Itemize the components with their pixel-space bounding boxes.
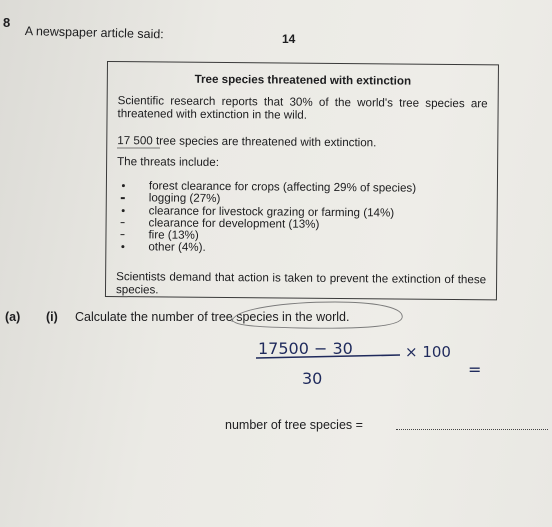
handwritten-equals: = — [468, 360, 482, 379]
threat-item: forest clearance for crops (affecting 29% of species) — [117, 179, 416, 194]
question-number: 8 — [3, 15, 11, 30]
article-paragraph-conclusion: Scientists demand that action is taken to prevent the extinction of these species. — [115, 270, 487, 297]
question-text: Calculate the number of tree species in the world. — [75, 310, 350, 324]
article-title: Tree species threatened with extinction — [194, 72, 412, 88]
threat-item: clearance for livestock grazing or farming (14%) — [117, 204, 416, 219]
article-paragraph-count: 17 500 tree species are threatened with extinction. — [117, 134, 377, 150]
article-paragraph-threats-intro: The threats include: — [117, 155, 220, 169]
threat-item: fire (13%) — [116, 228, 415, 243]
article-paragraph-research: Scientific research reports that 30% of the world's tree species are threatened with extinction in the wild. — [117, 94, 488, 123]
threat-item: clearance for development (13%) — [117, 216, 416, 231]
handwritten-numerator: 17500 − 30 — [258, 339, 353, 358]
answer-label: number of tree species = — [225, 418, 363, 432]
part-label: (a) — [5, 310, 21, 324]
question-intro: A newspaper article said: — [24, 24, 164, 42]
handwritten-denominator: 30 — [302, 369, 323, 388]
answer-line[interactable] — [396, 429, 548, 430]
subpart-label: (i) — [46, 310, 58, 324]
threat-item: logging (27%) — [117, 191, 416, 206]
threat-item: other (4%). — [116, 241, 415, 256]
page-number: 14 — [282, 32, 296, 46]
handwritten-multiplier: × 100 — [405, 343, 451, 361]
pencil-circle — [232, 302, 402, 328]
